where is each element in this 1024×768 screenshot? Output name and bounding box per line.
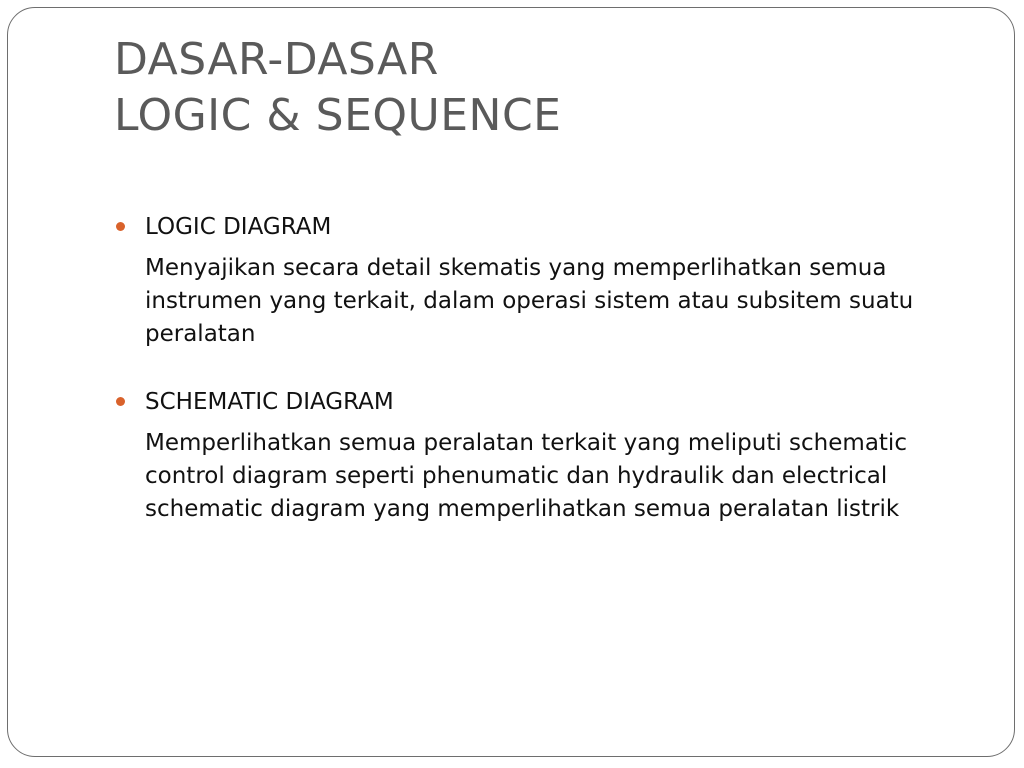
slide-title — [114, 32, 914, 144]
slide-frame — [7, 7, 1015, 757]
slide-title-line-2: LOGIC & SEQUENCE — [114, 90, 562, 141]
bullet-dot-icon — [116, 397, 125, 406]
bullet-dot-icon — [116, 222, 125, 231]
bullet-item-schematic-diagram — [114, 387, 974, 526]
slide-content — [114, 212, 974, 526]
bullet-description: Memperlihatkan semua peralatan terkait yang meliputi schematic control diagram seperti phenumatic dan hydraulik dan electrical schematic diagram yang memperlihatkan semua peralatan listrik — [145, 430, 907, 522]
slide-title-line-1: DASAR-DASAR — [114, 34, 439, 85]
bullet-heading: LOGIC DIAGRAM — [145, 214, 332, 240]
bullet-item-logic-diagram — [114, 212, 974, 351]
bullet-heading: SCHEMATIC DIAGRAM — [145, 389, 394, 415]
bullet-description: Menyajikan secara detail skematis yang memperlihatkan semua instrumen yang terkait, dalam operasi sistem atau subsitem suatu peralatan — [145, 255, 914, 347]
